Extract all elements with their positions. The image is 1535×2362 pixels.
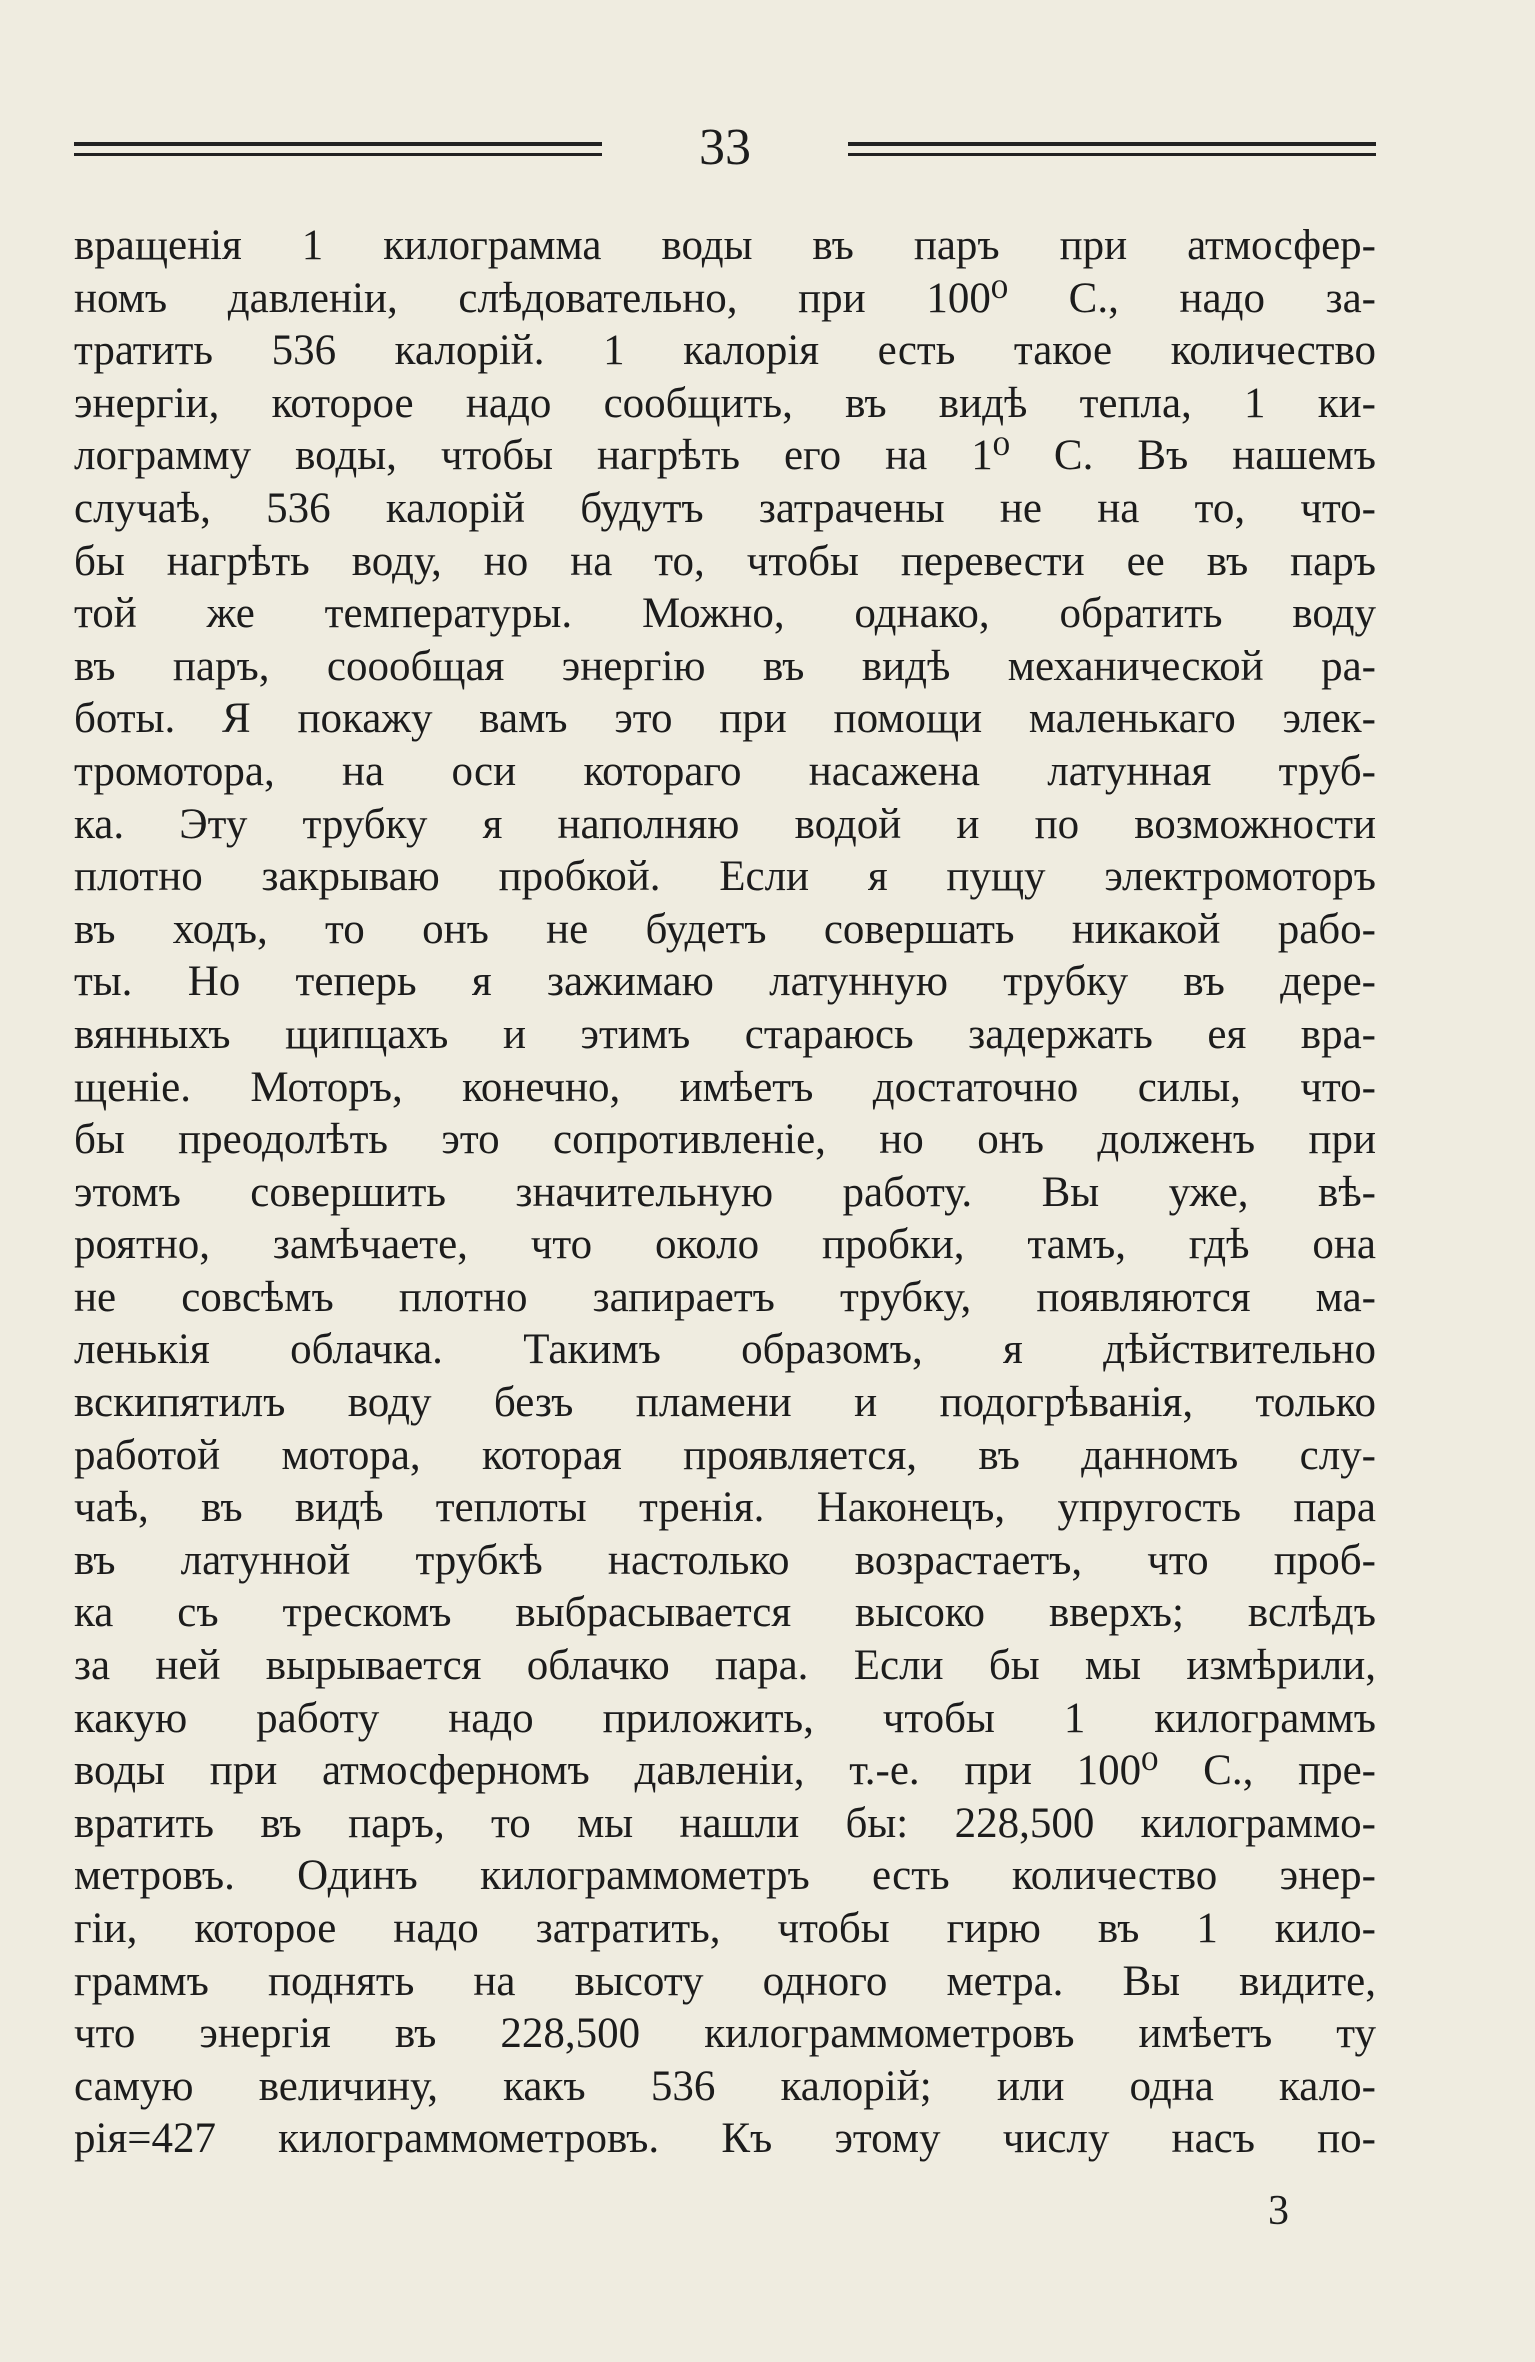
text-line: случаѣ, 536 калорій будутъ затрачены не на то, что- <box>74 484 1376 532</box>
text-line: работой мотора, которая проявляется, въ данномъ слу- <box>74 1431 1376 1479</box>
text-line: самую величину, какъ 536 калорій; или одна кало- <box>74 2062 1376 2110</box>
text-line: тратить 536 калорій. 1 калорія есть такое количество <box>74 327 1376 375</box>
text-line: какую работу надо приложить, чтобы 1 килограммъ <box>74 1694 1376 1742</box>
header-rule-right <box>848 142 1376 156</box>
body-text <box>74 220 1376 2166</box>
text-line: ты. Но теперь я зажимаю латунную трубку въ дере- <box>74 958 1376 1006</box>
text-line: чаѣ, въ видѣ теплоты тренія. Наконецъ, упругость пара <box>74 1484 1376 1532</box>
text-line: ленькія облачка. Такимъ образомъ, я дѣйствительно <box>74 1326 1376 1374</box>
text-line: плотно закрываю пробкой. Если я пущу электромоторъ <box>74 853 1376 901</box>
text-line: вскипятилъ воду безъ пламени и подогрѣванія, только <box>74 1379 1376 1427</box>
text-line: щеніе. Моторъ, конечно, имѣетъ достаточно силы, что- <box>74 1063 1376 1111</box>
text-line: въ латунной трубкѣ настолько возрастаетъ, что проб- <box>74 1536 1376 1584</box>
text-line: воды при атмосферномъ давленіи, т.-е. при 100⁰ С., пре- <box>74 1747 1376 1795</box>
text-line: лограмму воды, чтобы нагрѣть его на 1⁰ С. Въ нашемъ <box>74 432 1376 480</box>
text-line: бы преодолѣть это сопротивленіе, но онъ долженъ при <box>74 1116 1376 1164</box>
text-line: не совсѣмъ плотно запираетъ трубку, появляются ма- <box>74 1273 1376 1321</box>
page-number: 33 <box>699 119 751 176</box>
text-line: рія=427 килограммометровъ. Къ этому числу насъ по- <box>74 2115 1376 2163</box>
text-line: ка съ трескомъ выбрасывается высоко вверхъ; вслѣдъ <box>74 1589 1376 1637</box>
text-line: этомъ совершить значительную работу. Вы уже, вѣ- <box>74 1168 1376 1216</box>
text-line: вращенія 1 килограмма воды въ паръ при атмосфер- <box>74 222 1376 269</box>
text-line: ка. Эту трубку я наполняю водой и по возможности <box>74 800 1376 848</box>
text-line: вратить въ паръ, то мы нашли бы: 228,500 килограммо- <box>74 1799 1376 1847</box>
text-line: тромотора, на оси котораго насажена латунная труб- <box>74 747 1376 795</box>
page-header <box>74 118 1376 178</box>
text-line: той же температуры. Можно, однако, обратить воду <box>74 590 1376 638</box>
text-line: въ ходъ, то онъ не будетъ совершать никакой рабо- <box>74 905 1376 953</box>
text-line: энергіи, которое надо сообщить, въ видѣ тепла, 1 ки- <box>74 379 1376 427</box>
text-line: номъ давленіи, слѣдовательно, при 100⁰ С., надо за- <box>74 274 1376 322</box>
text-line: граммъ поднять на высоту одного метра. Вы видите, <box>74 1957 1376 2005</box>
text-line: вянныхъ щипцахъ и этимъ стараюсь задержать ея вра- <box>74 1010 1376 1058</box>
text-line: бы нагрѣть воду, но на то, чтобы перевести ее въ паръ <box>74 537 1376 585</box>
signature-mark: 3 <box>1268 2188 1289 2234</box>
text-line: боты. Я покажу вамъ это при помощи маленькаго элек- <box>74 695 1376 743</box>
text-line: гіи, которое надо затратить, чтобы гирю въ 1 кило- <box>74 1905 1376 1952</box>
text-line: за ней вырывается облачко пара. Если бы мы измѣрили, <box>74 1642 1376 1690</box>
text-line: въ паръ, соообщая энергію въ видѣ механической ра- <box>74 642 1376 690</box>
text-line: роятно, замѣчаете, что около пробки, тамъ, гдѣ она <box>74 1221 1376 1269</box>
text-line: метровъ. Одинъ килограммометръ есть количество энер- <box>74 1852 1376 1900</box>
text-line: что энергія въ 228,500 килограммометровъ имѣетъ ту <box>74 2010 1376 2058</box>
